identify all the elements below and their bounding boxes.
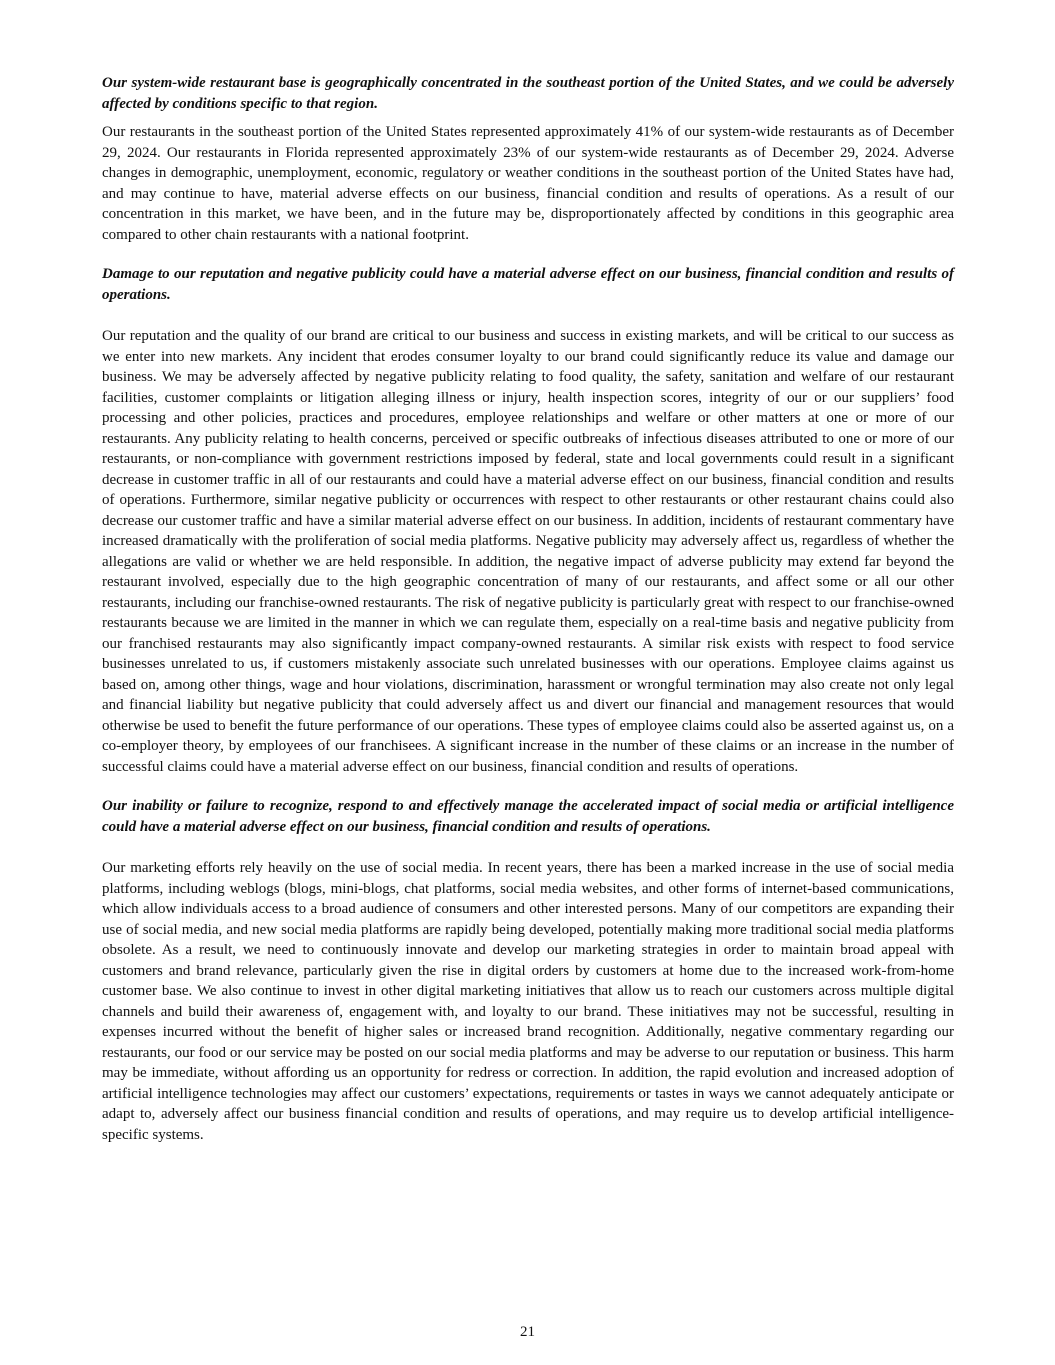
section-heading: Damage to our reputation and negative publicity could have a material adverse effect on our business, financial condition and results of operations. (102, 266, 954, 303)
risk-factor-geographic-concentration (102, 73, 954, 245)
section-paragraph: Our reputation and the quality of our brand are critical to our business and success in existing markets, and will be critical to our success as we enter into new markets. Any incident that erodes consumer loyalty to our brand could significantly reduce its value and damage our business. We may be adversely affected by negative publicity relating to food quality, the safety, sanitation and welfare of our restaurant facilities, customer complaints or litigation alleging illness or injury, health inspection scores, integrity of our or our suppliers’ food processing and other policies, practices and procedures, employee relationships and welfare or other matters at one or more of our restaurants. Any publicity relating to health concerns, perceived or specific outbreaks of infectious diseases attributed to one or more of our restaurants, or non-compliance with government restrictions imposed by federal, state and local governments could result in a significant decrease in customer traffic in all of our restaurants and could have a material adverse effect on our business, financial condition and results of operations. Furthermore, similar negative publicity or occurrences with respect to other restaurants or other restaurant chains could also decrease our customer traffic and have a similar material adverse effect on our business. In addition, incidents of restaurant commentary have increased dramatically with the proliferation of social media platforms. Negative publicity may adversely affect us, regardless of whether the allegations are valid or whether we are held responsible. In addition, the negative impact of adverse publicity may extend far beyond the restaurant involved, especially due to the high geographic concentration of many of our restaurants, and affect some or all our other restaurants, including our franchise-owned restaurants. The risk of negative publicity is particularly great with respect to our franchise-owned restaurants because we are limited in the manner in which we can regulate them, especially on a real-time basis and negative publicity from our franchised restaurants may also significantly impact company-owned restaurants. A similar risk exists with respect to food service businesses unrelated to us, if customers mistakenly associate such unrelated businesses with our operations. Employee claims against us based on, among other things, wage and hour violations, discrimination, harassment or wrongful termination may also create not only legal and financial liability but negative publicity that could adversely affect us and divert our financial and management resources that would otherwise be used to benefit the future performance of our operations. These types of employee claims could also be asserted against us, on a co-employer theory, by employees of our franchisees. A significant increase in the number of these claims or an increase in the number of successful claims could have a material adverse effect on our business, financial condition and results of operations. (102, 328, 954, 775)
section-heading: Our inability or failure to recognize, respond to and effectively manage the accelerated impact of social media or artificial intelligence could have a material adverse effect on our business, financial condition and results of operations. (102, 798, 954, 835)
risk-factor-social-media-ai (102, 796, 954, 1145)
section-heading: Our system-wide restaurant base is geographically concentrated in the southeast portion of the United States, and we could be adversely affected by conditions specific to that region. (102, 75, 954, 112)
risk-factor-reputation (102, 264, 954, 777)
section-paragraph: Our marketing efforts rely heavily on the use of social media. In recent years, there has been a marked increase in the use of social media platforms, including weblogs (blogs, mini-blogs, chat platforms, social media websites, and other forms of internet-based communications, which allow individuals access to a broad audience of consumers and other interested persons. Many of our competitors are expanding their use of social media, and new social media platforms are rapidly being developed, potentially making more traditional social media platforms obsolete. As a result, we need to continuously innovate and develop our marketing strategies in order to maintain broad appeal with customers and brand relevance, particularly given the rise in digital orders by customers at home due to the increased work-from-home customer base. We also continue to invest in other digital marketing initiatives that allow us to reach our customers across multiple digital channels and build their awareness of, engagement with, and loyalty to our brand. These initiatives may not be successful, resulting in expenses incurred without the benefit of higher sales or increased brand recognition. Additionally, negative commentary regarding our restaurants, our food or our service may be posted on our social media platforms and may be adverse to our reputation or business. This harm may be immediate, without affording us an opportunity for redress or correction. In addition, the rapid evolution and increased adoption of artificial intelligence technologies may affect our customers’ expectations, requirements or tastes in ways we cannot adequately anticipate or adapt to, adversely affect our business financial condition and results of operations, and may require us to develop artificial intelligence-specific systems. (102, 860, 954, 1143)
page-number: 21 (520, 1324, 535, 1340)
section-paragraph: Our restaurants in the southeast portion of the United States represented approximately 41% of our system-wide restaurants as of December 29, 2024. Our restaurants in Florida represented approximately 23% of our system-wide restaurants as of December 29, 2024. Adverse changes in demographic, unemployment, economic, regulatory or weather conditions in the southeast portion of the United States have had, and may continue to have, material adverse effects on our business, financial condition and results of operations. As a result of our concentration in this market, we have been, and in the future may be, disproportionately affected by conditions in this geographic area compared to other chain restaurants with a national footprint. (102, 124, 954, 243)
document-page (102, 73, 954, 1145)
